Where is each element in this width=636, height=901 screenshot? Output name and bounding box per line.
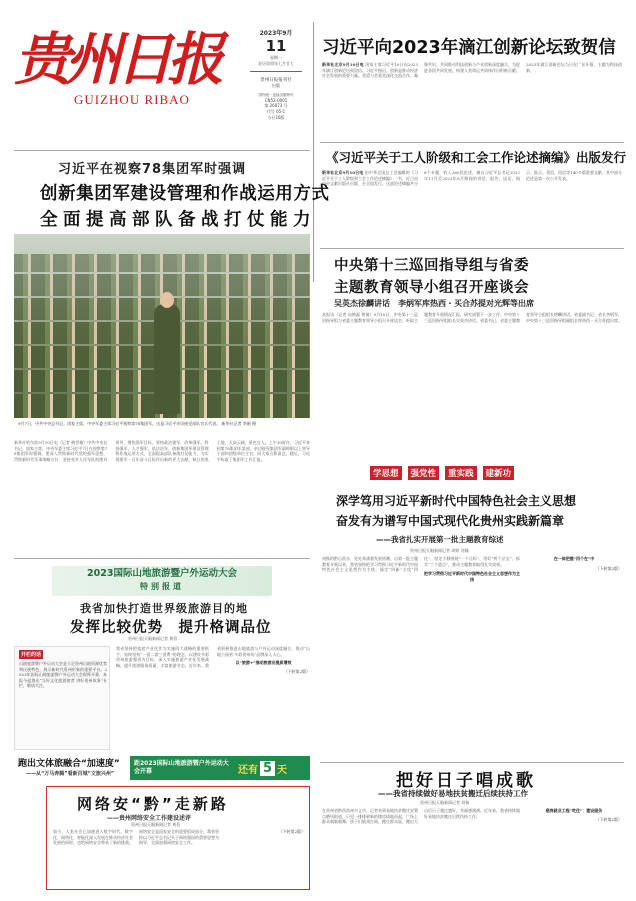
kaifang-subhead: ——从“万马奔腾”看新百城“文旅兴州” bbox=[26, 771, 115, 777]
countdown-days: 5 bbox=[260, 761, 275, 776]
tourism-headline-1[interactable]: 我省加快打造世界级旅游目的地 bbox=[80, 602, 248, 615]
lead-headline-2[interactable]: 全面提高部队备战打仗能力 bbox=[40, 210, 316, 230]
photo-central-head bbox=[160, 292, 174, 308]
xuesixiang-subhead: ——我省扎实开展第一批主题教育综述 bbox=[376, 535, 504, 544]
tourism-headline-2[interactable]: 发挥比较优势 提升格调品位 bbox=[70, 620, 272, 636]
kaifang-box bbox=[14, 646, 110, 750]
page-count: 今日16版 bbox=[267, 115, 285, 120]
issue-number: 第 26073 号 bbox=[264, 103, 288, 108]
divider bbox=[320, 142, 624, 143]
cyber-box bbox=[46, 786, 310, 890]
lead-photo[interactable] bbox=[14, 234, 310, 418]
tourism-byline: 贵州日报天眼新闻记者 黄蓓 bbox=[128, 636, 178, 641]
publisher-sub: 出版 bbox=[272, 83, 280, 88]
xuesixiang-tags bbox=[370, 466, 514, 480]
xuesixiang-continue: （下转第2版） bbox=[595, 565, 622, 571]
photo-caption: 9月7日，中共中央总书记、国家主席、中央军委主席习近平视察第78集团军。这是习近平亲切接见部队官兵代表。 新华社记者 李刚 摄 bbox=[18, 421, 257, 426]
tag-xuesixiang: 学思想 bbox=[370, 466, 402, 480]
lead-story-body: 新华社哈尔滨9月10日电（记者 梅世雄）中共中央总书记、国家主席、中央军委主席习近平7日在视察第78集团军时强调，要深入贯彻新时代党的强军思想，贯彻新时代军事战略方针，坚持党对人民军队的绝对领导，聚焦强军目标，坚持政治建军、改革强军、科技强军、人才强军、依法治军，创新集团军建设管理和作战运用方式，全面提高部队备战打仗能力，为实现建军一百年奋斗目标作出新的更大贡献。秋日的黑土地，天高云阔，景色宜人。上午10时许，习近平来到第78集团军某部，亲切接见集团军副师职以上领导干部和团级单位主官，同大家合影留念。随后，习近平听取了集团军工作汇报。 bbox=[14, 440, 310, 462]
tourism-banner bbox=[52, 566, 272, 596]
cn-number: CN52-0001 bbox=[264, 98, 288, 103]
lead-kicker[interactable]: 习近平在视察78集团军时强调 bbox=[58, 162, 247, 177]
divider bbox=[320, 248, 624, 249]
column-divider bbox=[313, 22, 314, 282]
tag-qiangdangxing: 强党性 bbox=[408, 466, 440, 480]
second-right-headline[interactable]: 《习近平关于工人阶级和工会工作论述摘编》出版发行 bbox=[326, 150, 627, 165]
weekday: 星期一 bbox=[270, 55, 282, 60]
tourism-banner-title: 2023国际山地旅游暨户外运动大会 bbox=[87, 568, 237, 579]
haorizi-body: 在贵州省黔西南州兴义市，记者来到易地扶贫搬迁安置点栖凤街道，只见一排排崭新的楼房拔地而起，广场上群众载歌载舞，孩子们嬉戏打闹。搬迁群众说，搬出大山后日子越过越好，幸福感满满。近年来，我省持续做好易地扶贫搬迁后续扶持工作。 稳岗就业工程“吃住”：建设服务 （下转第2版） bbox=[322, 808, 622, 825]
cyber-headline[interactable]: 网络安“黔”走新路 bbox=[77, 795, 229, 813]
lead-right-text: 国家主席习近平10日向2023年滴江创新论坛致贺信。习近平指出，创新是推动经济社会发展的重要力量。希望与会嘉宾深化交流合作，凝聚共识，共同推动科技创新与产业创新深度融合，为促进各国共同发展、构建人类命运共同体作出积极贡献。2023年滴江创新论坛当日在广东开幕，主题为科技创新。 bbox=[322, 62, 622, 79]
haorizi-side-head: 稳岗就业工程“吃住”：建设服务 bbox=[545, 808, 603, 813]
xunhui-subhead: 吴英杰徐麟讲话 李炳军库热西・买合苏提对光辉等出席 bbox=[334, 299, 534, 308]
xuesixiang-side-head-1: 把学习贯彻习近平新时代中国特色社会主义思想作为主线 bbox=[424, 571, 520, 582]
second-right-text: 由中华全国总工会编辑的《习近平关于工人阶级和工会工作论述摘编》一书，近日由中央文献出版社出版，在全国发行。这部论述摘编共分8个专题，收入360段论述，摘自习近平总书记2012年11月至2023年6月期间的讲话、报告、谈话、指示、批示、贺信、回信等140多篇重要文献，其中部分论述是第一次公开发表。 bbox=[322, 170, 622, 187]
masthead-pinyin: GUIZHOU RIBAO bbox=[74, 92, 190, 107]
second-right-byline: 新华社北京9月10日电 bbox=[322, 170, 364, 175]
haorizi-headline[interactable]: 把好日子唱成歌 bbox=[396, 771, 536, 791]
xuesixiang-headline-2[interactable]: 奋发有为谱写中国式现代化贵州实践新篇章 bbox=[336, 514, 565, 528]
xuesixiang-body: 初秋的黔山贵水，处处奔涌着发展热潮。自第一批主题教育开展以来，我省坚持把学习贯彻习近平新时代中国特色社会主义思想作为主线，锚定“四新”主攻“四化”，坚定不移围绕“一个目标”、用好“两个法宝”、抓实“三个重点”，推动主题教育取得扎实成效。 把学习贯彻习近平新时代中国特色社会主义思想作为主线 在一体把握“四个在”中 （下转第2版） bbox=[322, 556, 622, 582]
cyber-body: 如今，人类社会已加速进入数字时代，数字化、网络化、智能化深入发展在推动经济社会发展的同时，也给网络安全带来了新的挑战。网络安全是国家安全的重要组成部分，我省坚持以习近平总书记关于网络强国的重要思想为指导，全面加强网络安全工作。 （下转第2版） bbox=[53, 829, 305, 846]
xunhui-body: 本报讯（记者 向锦磊 曾倩）9月10日，中央第十三巡回指导组与省委主题教育领导小组召开座谈会，听取主题教育开展情况汇报，研究部署下一步工作。中央第十三巡回指导组组长吴英杰讲话。省委书记、省委主题教育领导小组组长徐麟讲话。省委副书记、省长李炳军，中央第十三巡回指导组副组长库热西・买合苏提出席。 bbox=[322, 312, 622, 323]
second-right-body bbox=[322, 170, 622, 246]
publisher: 贵州日报报刊社 bbox=[260, 78, 292, 83]
cyber-continue: （下转第2版） bbox=[278, 829, 305, 834]
xunhui-headline-2[interactable]: 主题教育领导小组召开座谈会 bbox=[334, 280, 529, 296]
tourism-sub-head: 以“旅游+”推动旅游业提质增效 bbox=[235, 660, 292, 666]
date-day: 11 bbox=[265, 37, 287, 55]
masthead-info bbox=[246, 28, 306, 150]
divider bbox=[14, 558, 310, 559]
divider bbox=[320, 762, 624, 763]
masthead-title: 贵州日报 bbox=[14, 26, 218, 93]
tag-zhongshijian: 重实践 bbox=[445, 466, 477, 480]
lead-right-byline: 新华社北京9月10日电 bbox=[322, 62, 364, 67]
photo-central-figure bbox=[154, 304, 180, 414]
tourism-continue: （下转第2版） bbox=[283, 668, 310, 674]
countdown-still: 还有 bbox=[238, 764, 258, 776]
photo-credit: 新华社记者 李刚 摄 bbox=[221, 421, 257, 426]
haorizi-byline: 贵州日报天眼新闻记者 刘杨 bbox=[420, 800, 470, 805]
lead-right-body bbox=[322, 62, 622, 140]
kaifang-body: 山地旅游暨户外运动大会是立足贵州山地资源优势和民族特色，展示新时代贵州形象的重要平台。2023年国际山地旅游暨户外运动大会即将开幕，本报今起推出“当好文化旅游使者 讲好贵州故事”专栏，敬请关注。 bbox=[19, 661, 107, 689]
masthead-logo[interactable] bbox=[14, 24, 234, 134]
tourism-banner-sub: 特别报道 bbox=[140, 582, 184, 591]
cyber-subhead: ——贵州网络安全工作建设述评 bbox=[107, 815, 192, 822]
haorizi-continue: （下转第2版） bbox=[595, 816, 622, 822]
tag-jianxingong: 建新功 bbox=[483, 466, 515, 480]
countdown-unit: 天 bbox=[277, 764, 288, 776]
countdown-ad[interactable] bbox=[130, 756, 310, 780]
date-year: 2023年9月 bbox=[259, 30, 293, 37]
haorizi-subhead: ——我省持续做好易地扶贫搬迁后续扶持工作 bbox=[378, 789, 528, 798]
lunar-date: 农历癸卯年七月廿七 bbox=[258, 61, 294, 66]
issn-label: 国内统一连续出版物号 bbox=[258, 93, 294, 97]
tourism-body: 我省坚持把旅游产业化作为实施四大战略的重要抓手，始终坚持“一看二游三消费”的理念，以建设多彩贵州旅游强省为目标，深入实施旅游产业化发展战略，提升旅游服务质量，丰富旅游业态。近年来，我省积极推进山地旅游与户外运动深度融合，推动“山地公园省·多彩贵州风”品牌深入人心。 以“旅游+”推动旅游业提质增效 （下转第2版） bbox=[116, 646, 310, 674]
cyber-byline: 贵州日报天眼新闻记者 黄蓓 bbox=[131, 822, 181, 827]
xuesixiang-side-head-3: 在一体把握“四个在”中 bbox=[553, 556, 595, 561]
xuesixiang-headline-1[interactable]: 深学笃用习近平新时代中国特色社会主义思想 bbox=[336, 494, 577, 508]
lead-headline-1[interactable]: 创新集团军建设管理和作战运用方式 bbox=[40, 184, 330, 204]
kaifang-column: 开栏的话 bbox=[21, 652, 42, 658]
divider bbox=[14, 150, 310, 151]
xuesixiang-byline: 贵州日报天眼新闻记者 周婷 刘楠 bbox=[410, 548, 469, 553]
kaifang-headline[interactable]: 跑出文体旅融合“加速度” bbox=[18, 759, 120, 769]
xunhui-headline-1[interactable]: 中央第十三巡回指导组与省委 bbox=[334, 258, 529, 274]
countdown-text: 距2023国际山地旅游暨户外运动大会开幕 bbox=[134, 760, 229, 775]
postal-code: 代号 65-1 bbox=[266, 109, 286, 114]
lead-right-headline[interactable]: 习近平向2023年滴江创新论坛致贺信 bbox=[322, 38, 616, 58]
